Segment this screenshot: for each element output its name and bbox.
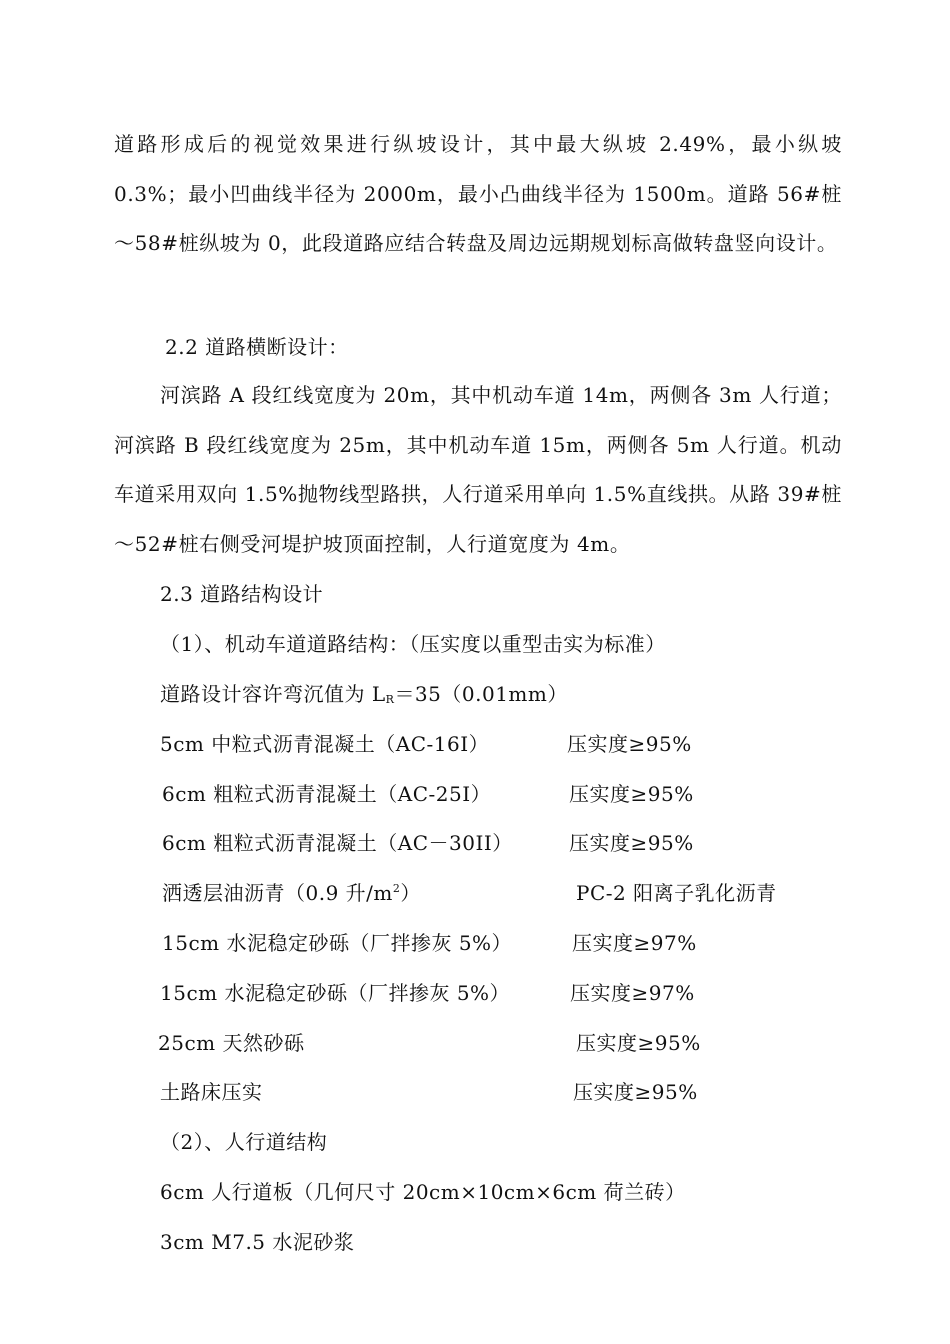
- layer-name: 土路床压实: [160, 1080, 263, 1104]
- deflection-value: [160, 680, 568, 708]
- layer-name-suffix: ）: [400, 881, 421, 905]
- deflection-prefix: 道路设计容许弯沉值为 L: [160, 682, 386, 706]
- layer-name: 25cm 天然砂砾: [158, 1031, 305, 1055]
- deflection-suffix: ＝35（0.01mm）: [394, 682, 568, 706]
- layer-spec: 压实度≥95%: [576, 1031, 701, 1055]
- paragraph-cross-section: 河滨路 A 段红线宽度为 20m，其中机动车道 14m，两侧各 3m 人行道；河滨路 B 段红线宽度为 25m，其中机动车道 15m，两侧各 5m 人行道。机动车道采用双向 1.5%抛物线型路拱，人行道采用单向 1.5%直线拱。从路 39#桩～52#桩右侧受河堤护坡顶面控制，人行道宽度为 4m。: [114, 383, 842, 556]
- layer-name: 5cm 中粒式沥青混凝土（AC-16I）: [160, 732, 490, 756]
- layer-name: 15cm 水泥稳定砂砾（厂拌掺灰 5%）: [160, 981, 511, 1005]
- layer-name: 6cm 粗粒式沥青混凝土（AC－30II）: [162, 831, 513, 855]
- layer-name: 6cm 粗粒式沥青混凝土（AC-25I）: [162, 782, 492, 806]
- layer-spec: 压实度≥95%: [569, 831, 694, 855]
- layer-spec: PC-2 阳离子乳化沥青: [576, 881, 777, 905]
- heading-2-2: 2.2 道路横断设计：: [165, 335, 349, 359]
- subheading-vehicle-lane-structure: （1）、机动车道道路结构：（压实度以重型击实为标准）: [160, 632, 666, 656]
- layer-name-prefix: 洒透层油沥青（0.9 升/m: [162, 881, 393, 905]
- heading-2-3: 2.3 道路结构设计: [160, 582, 324, 606]
- layer-name: 15cm 水泥稳定砂砾（厂拌掺灰 5%）: [162, 931, 513, 955]
- layer-spec: 压实度≥97%: [570, 981, 695, 1005]
- subheading-sidewalk-structure: （2）、人行道结构: [160, 1130, 328, 1154]
- layer-name-superscript: 2: [392, 882, 401, 895]
- paragraph-longitudinal-slope: 道路形成后的视觉效果进行纵坡设计，其中最大纵坡 2.49%，最小纵坡 0.3%；最小凹曲线半径为 2000m，最小凸曲线半径为 1500m。道路 56#桩～58#桩纵坡为 0，此段道路应结合转盘及周边远期规划标高做转盘竖向设计。: [114, 132, 842, 255]
- sidewalk-layer: 6cm 人行道板（几何尺寸 20cm×10cm×6cm 荷兰砖）: [160, 1180, 686, 1204]
- layer-spec: 压实度≥97%: [572, 931, 697, 955]
- layer-spec: 压实度≥95%: [567, 732, 692, 756]
- sidewalk-layer: 3cm M7.5 水泥砂浆: [160, 1230, 355, 1254]
- layer-spec: 压实度≥95%: [573, 1080, 698, 1104]
- deflection-subscript: R: [385, 693, 395, 706]
- layer-spec: 压实度≥95%: [569, 782, 694, 806]
- layer-name: [162, 879, 421, 907]
